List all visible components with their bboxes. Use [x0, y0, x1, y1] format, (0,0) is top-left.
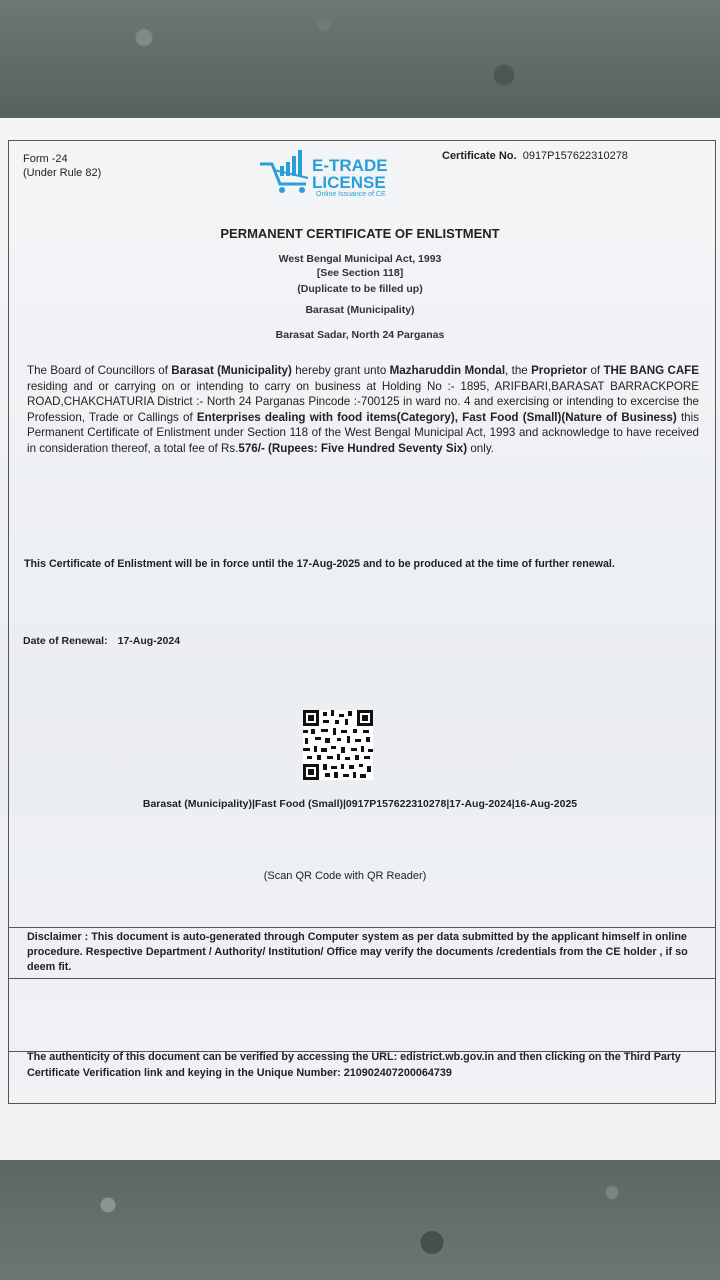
background-surface-top [0, 0, 720, 125]
divider [8, 927, 716, 928]
grant-paragraph: The Board of Councillors of Barasat (Municipality) hereby grant unto Mazharuddin Mondal, the Proprietor of THE BANG CAFE residing and or carrying on or intending to carry on business at Holding No :- 1895, ARIFBARI,BARASAT BARRACKPORE ROAD,CHAKCHATURIA District :- North 24 Parganas Pincode :-700125 in ward no. 4 and exercising or intending to excercise the Profession, Trade or Callings of Enterprises dealing with food items(Category), Fast Food (Small)(Nature of Business) this Permanent Certificate of Enlistment under Section 118 of the West Bengal Municipal Act, 1993 and acknowledge to have received in consideration thereof, a total fee of Rs.576/- (Rupees: Five Hundred Seventy Six) only. [27, 364, 700, 455]
validity-statement: This Certificate of Enlistment will be in force until the 17-Aug-2025 and to be produced at the time of further renewal. [24, 558, 615, 570]
etrade-license-logo: E-TRADE LICENSE Online Issuance of CE [258, 150, 398, 200]
form-number: Form -24 (Under Rule 82) [23, 153, 102, 179]
certificate-number: Certificate No. 0917P157622310278 [442, 150, 628, 162]
authenticity-note: The authenticity of this document can be verified by accessing the URL: edistrict.wb.gov.in and then clicking on the Third Party Certificate Verification link and keying in the Unique Number: 210902407200064739 [27, 1051, 681, 1079]
certificate-title: PERMANENT CERTIFICATE OF ENLISTMENT [220, 226, 500, 241]
municipality-line: Barasat (Municipality) [305, 304, 415, 316]
act-line: West Bengal Municipal Act, 1993 [278, 253, 442, 265]
cart-chart-icon [258, 150, 314, 196]
section-line: [See Section 118] [316, 267, 404, 279]
qr-code [303, 710, 373, 780]
disclaimer-text: Disclaimer : This document is auto-generated through Computer system as per data submitted by the applicant himself in online procedure. Respective Department / Authority/ Institution/ Office may verify the documents /credentials from the CE holder , if so deem fit. [27, 931, 688, 973]
scan-note: (Scan QR Code with QR Reader) [263, 870, 427, 882]
renewal-date: Date of Renewal: 17-Aug-2024 [23, 635, 181, 647]
duplicate-line: (Duplicate to be filled up) [297, 283, 423, 295]
divider [8, 978, 716, 979]
district-line: Barasat Sadar, North 24 Parganas [275, 329, 445, 341]
background-surface-bottom [0, 1155, 720, 1280]
qr-summary: Barasat (Municipality)|Fast Food (Small)|0917P157622310278|17-Aug-2024|16-Aug-2025 [142, 798, 578, 810]
